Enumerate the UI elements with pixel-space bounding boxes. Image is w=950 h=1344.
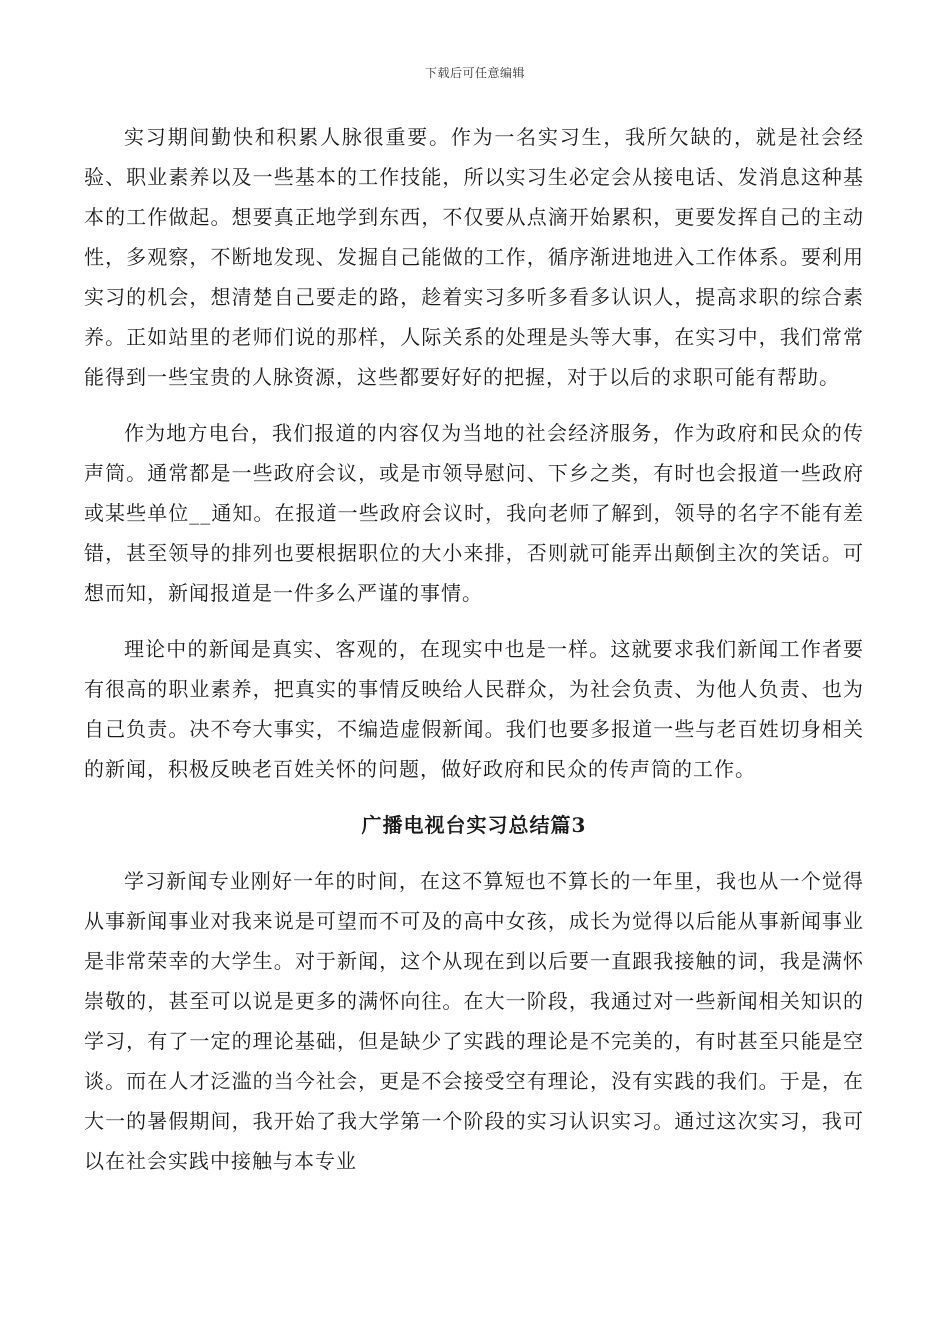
section-heading: 广播电视台实习总结篇3	[361, 813, 587, 837]
paragraph-networking: 实习期间勤快和积累人脉很重要。作为一名实习生，我所欠缺的，就是社会经验、职业素养以及一些基本的工作技能，所以实习生必定会从接电话、发消息这种基本的工作做起。想要真正地学到东西，不仅要从点滴开始累积，更要发挥自己的主动性，多观察，不断地发现、发掘自己能做的工作，循序渐进地进入工作体系。要利用实习的机会，想清楚自己要走的路，趁着实习多听多看多认识人，提高求职的综合素养。正如站里的老师们说的那样，人际关系的处理是头等大事，在实习中，我们常常能得到一些宝贵的人脉资源，这些都要好好的把握，对于以后的求职可能有帮助。	[84, 125, 864, 389]
paragraph-news-ethics: 理论中的新闻是真实、客观的，在现实中也是一样。这就要求我们新闻工作者要有很高的职业素养，把真实的事情反映给人民群众，为社会负责、为他人负责、也为自己负责。决不夸大事实，不编造虚假新闻。我们也要多报道一些与老百姓切身相关的新闻，积极反映老百姓关怀的问题，做好政府和民众的传声筒的工作。	[84, 637, 864, 781]
paragraph-study-summary: 学习新闻专业刚好一年的时间，在这不算短也不算长的一年里，我也从一个觉得从事新闻事业对我来说是可望而不可及的高中女孩，成长为觉得以后能从事新闻事业是非常荣幸的大学生。对于新闻，这个从现在到以后要一直跟我接触的词，我是满怀崇敬的，甚至可以说是更多的满怀向往。在大一阶段，我通过对一些新闻相关知识的学习，有了一定的理论基础，但是缺少了实践的理论是不完美的，有时甚至只能是空谈。而在人才泛滥的当今社会，更是不会接受空有理论，没有实践的我们。于是，在大一的暑假期间，我开始了我大学第一个阶段的实习认识实习。通过这次实习，我可以在社会实践中接触与本专业	[84, 869, 864, 1173]
page-header: 下载后可任意编辑	[424, 66, 525, 80]
document-body	[84, 117, 864, 1181]
paragraph-local-radio: 作为地方电台，我们报道的内容仅为当地的社会经济服务，作为政府和民众的传声筒。通常都是一些政府会议，或是市领导慰问、下乡之类，有时也会报道一些政府或某些单位__通知。在报道一些政府会议时，我向老师了解到，领导的名字不能有差错，甚至领导的排列也要根据职位的大小来排，否则就可能弄出颠倒主次的笑话。可想而知，新闻报道是一件多么严谨的事情。	[84, 421, 864, 605]
